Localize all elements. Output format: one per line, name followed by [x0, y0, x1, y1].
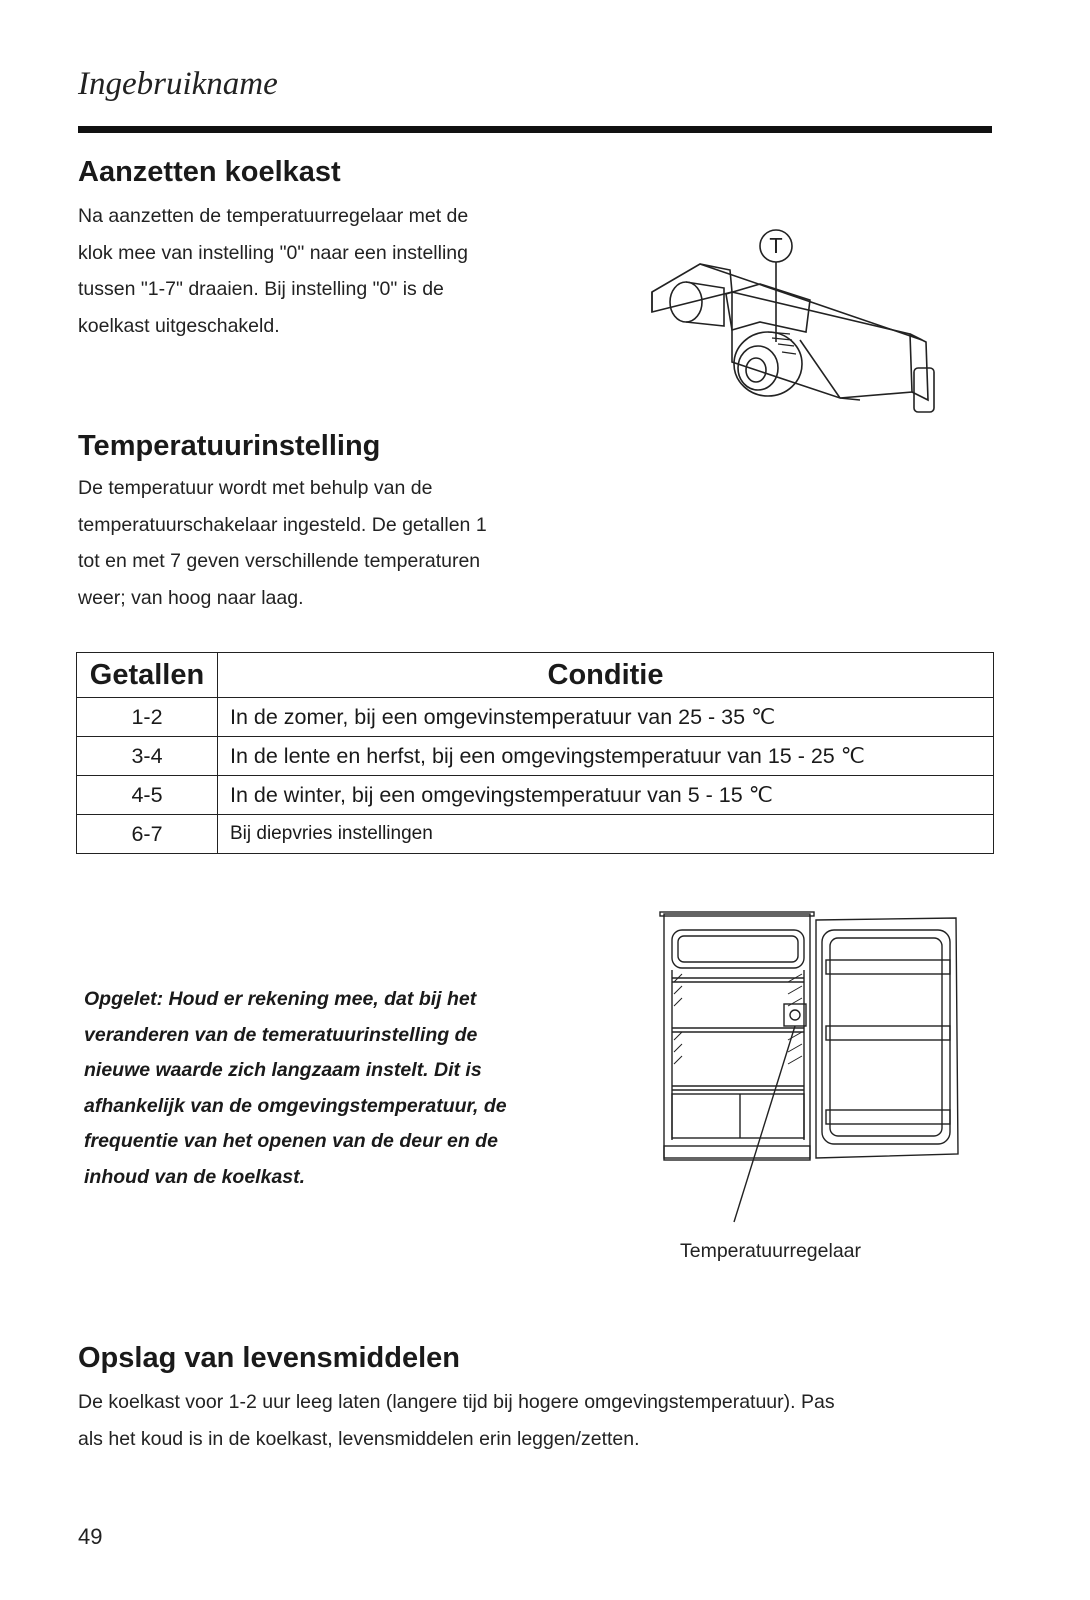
paragraph-line: De temperatuur wordt met behulp van de [78, 477, 433, 499]
table-row [77, 815, 994, 854]
table-row [77, 737, 994, 776]
thermostat-illustration [640, 222, 950, 444]
note-line: frequentie van het openen van de deur en de [84, 1130, 498, 1152]
section-heading-aanzetten: Aanzetten koelkast [78, 156, 341, 188]
paragraph-line: tot en met 7 geven verschillende temperaturen [78, 550, 481, 572]
condition-cell: In de lente en herfst, bij een omgevingstemperatuur van 15 - 25 ℃ [218, 737, 994, 776]
paragraph-line: klok mee van instelling "0" naar een instelling [78, 241, 468, 264]
column-header-getallen: Getallen [77, 653, 218, 698]
condition-cell: Bij diepvries instellingen [218, 815, 994, 854]
paragraph-line: De koelkast voor 1-2 uur leeg laten (langere tijd bij hogere omgevingstemperatuur). Pas [78, 1391, 835, 1413]
note-line: veranderen van de temeratuurinstelling de [84, 1023, 478, 1046]
section-heading-opslag: Opslag van levensmiddelen [78, 1342, 460, 1374]
temperature-condition-table [76, 652, 994, 854]
section-heading-temperatuurinstelling: Temperatuurinstelling [78, 430, 381, 462]
section-temperatuur-body [78, 470, 487, 616]
setting-number-cell: 4-5 [77, 776, 218, 815]
note-line: nieuwe waarde zich langzaam instelt. Dit is [84, 1059, 482, 1081]
paragraph-line: als het koud is in de koelkast, levensmiddelen erin leggen/zetten. [78, 1427, 640, 1450]
note-line: afhankelijk van de omgevingstemperatuur, de [84, 1094, 507, 1117]
fridge-illustration [656, 910, 962, 1226]
table-header-row [77, 653, 994, 698]
paragraph-line: tussen "1-7" draaien. Bij instelling "0" is de [78, 278, 444, 300]
paragraph-line: Na aanzetten de temperatuurregelaar met de [78, 205, 469, 227]
page-number: 49 [78, 1524, 103, 1549]
section-aanzetten-body [78, 198, 468, 344]
note-line: inhoud van de koelkast. [84, 1165, 306, 1188]
paragraph-line: temperatuurschakelaar ingesteld. De getallen 1 [78, 513, 487, 536]
condition-cell: In de winter, bij een omgevingstemperatuur van 5 - 15 ℃ [218, 776, 994, 815]
setting-number-cell: 6-7 [77, 815, 218, 854]
thermostat-label-t: T [769, 234, 783, 258]
table-row [77, 698, 994, 737]
paragraph-line: weer; van hoog naar laag. [78, 586, 304, 609]
header-rule [78, 126, 992, 133]
column-header-conditie: Conditie [218, 653, 994, 698]
setting-number-cell: 3-4 [77, 737, 218, 776]
condition-cell: In de zomer, bij een omgevinstemperatuur van 25 - 35 ℃ [218, 698, 994, 737]
fridge-figure-caption: Temperatuurregelaar [680, 1240, 862, 1262]
section-opslag-body [78, 1384, 835, 1457]
page-header-title: Ingebruikname [78, 66, 278, 102]
setting-number-cell: 1-2 [77, 698, 218, 737]
paragraph-line: koelkast uitgeschakeld. [78, 314, 280, 337]
caution-note [84, 982, 594, 1195]
note-line: Opgelet: Houd er rekening mee, dat bij het [84, 988, 477, 1010]
table-row [77, 776, 994, 815]
